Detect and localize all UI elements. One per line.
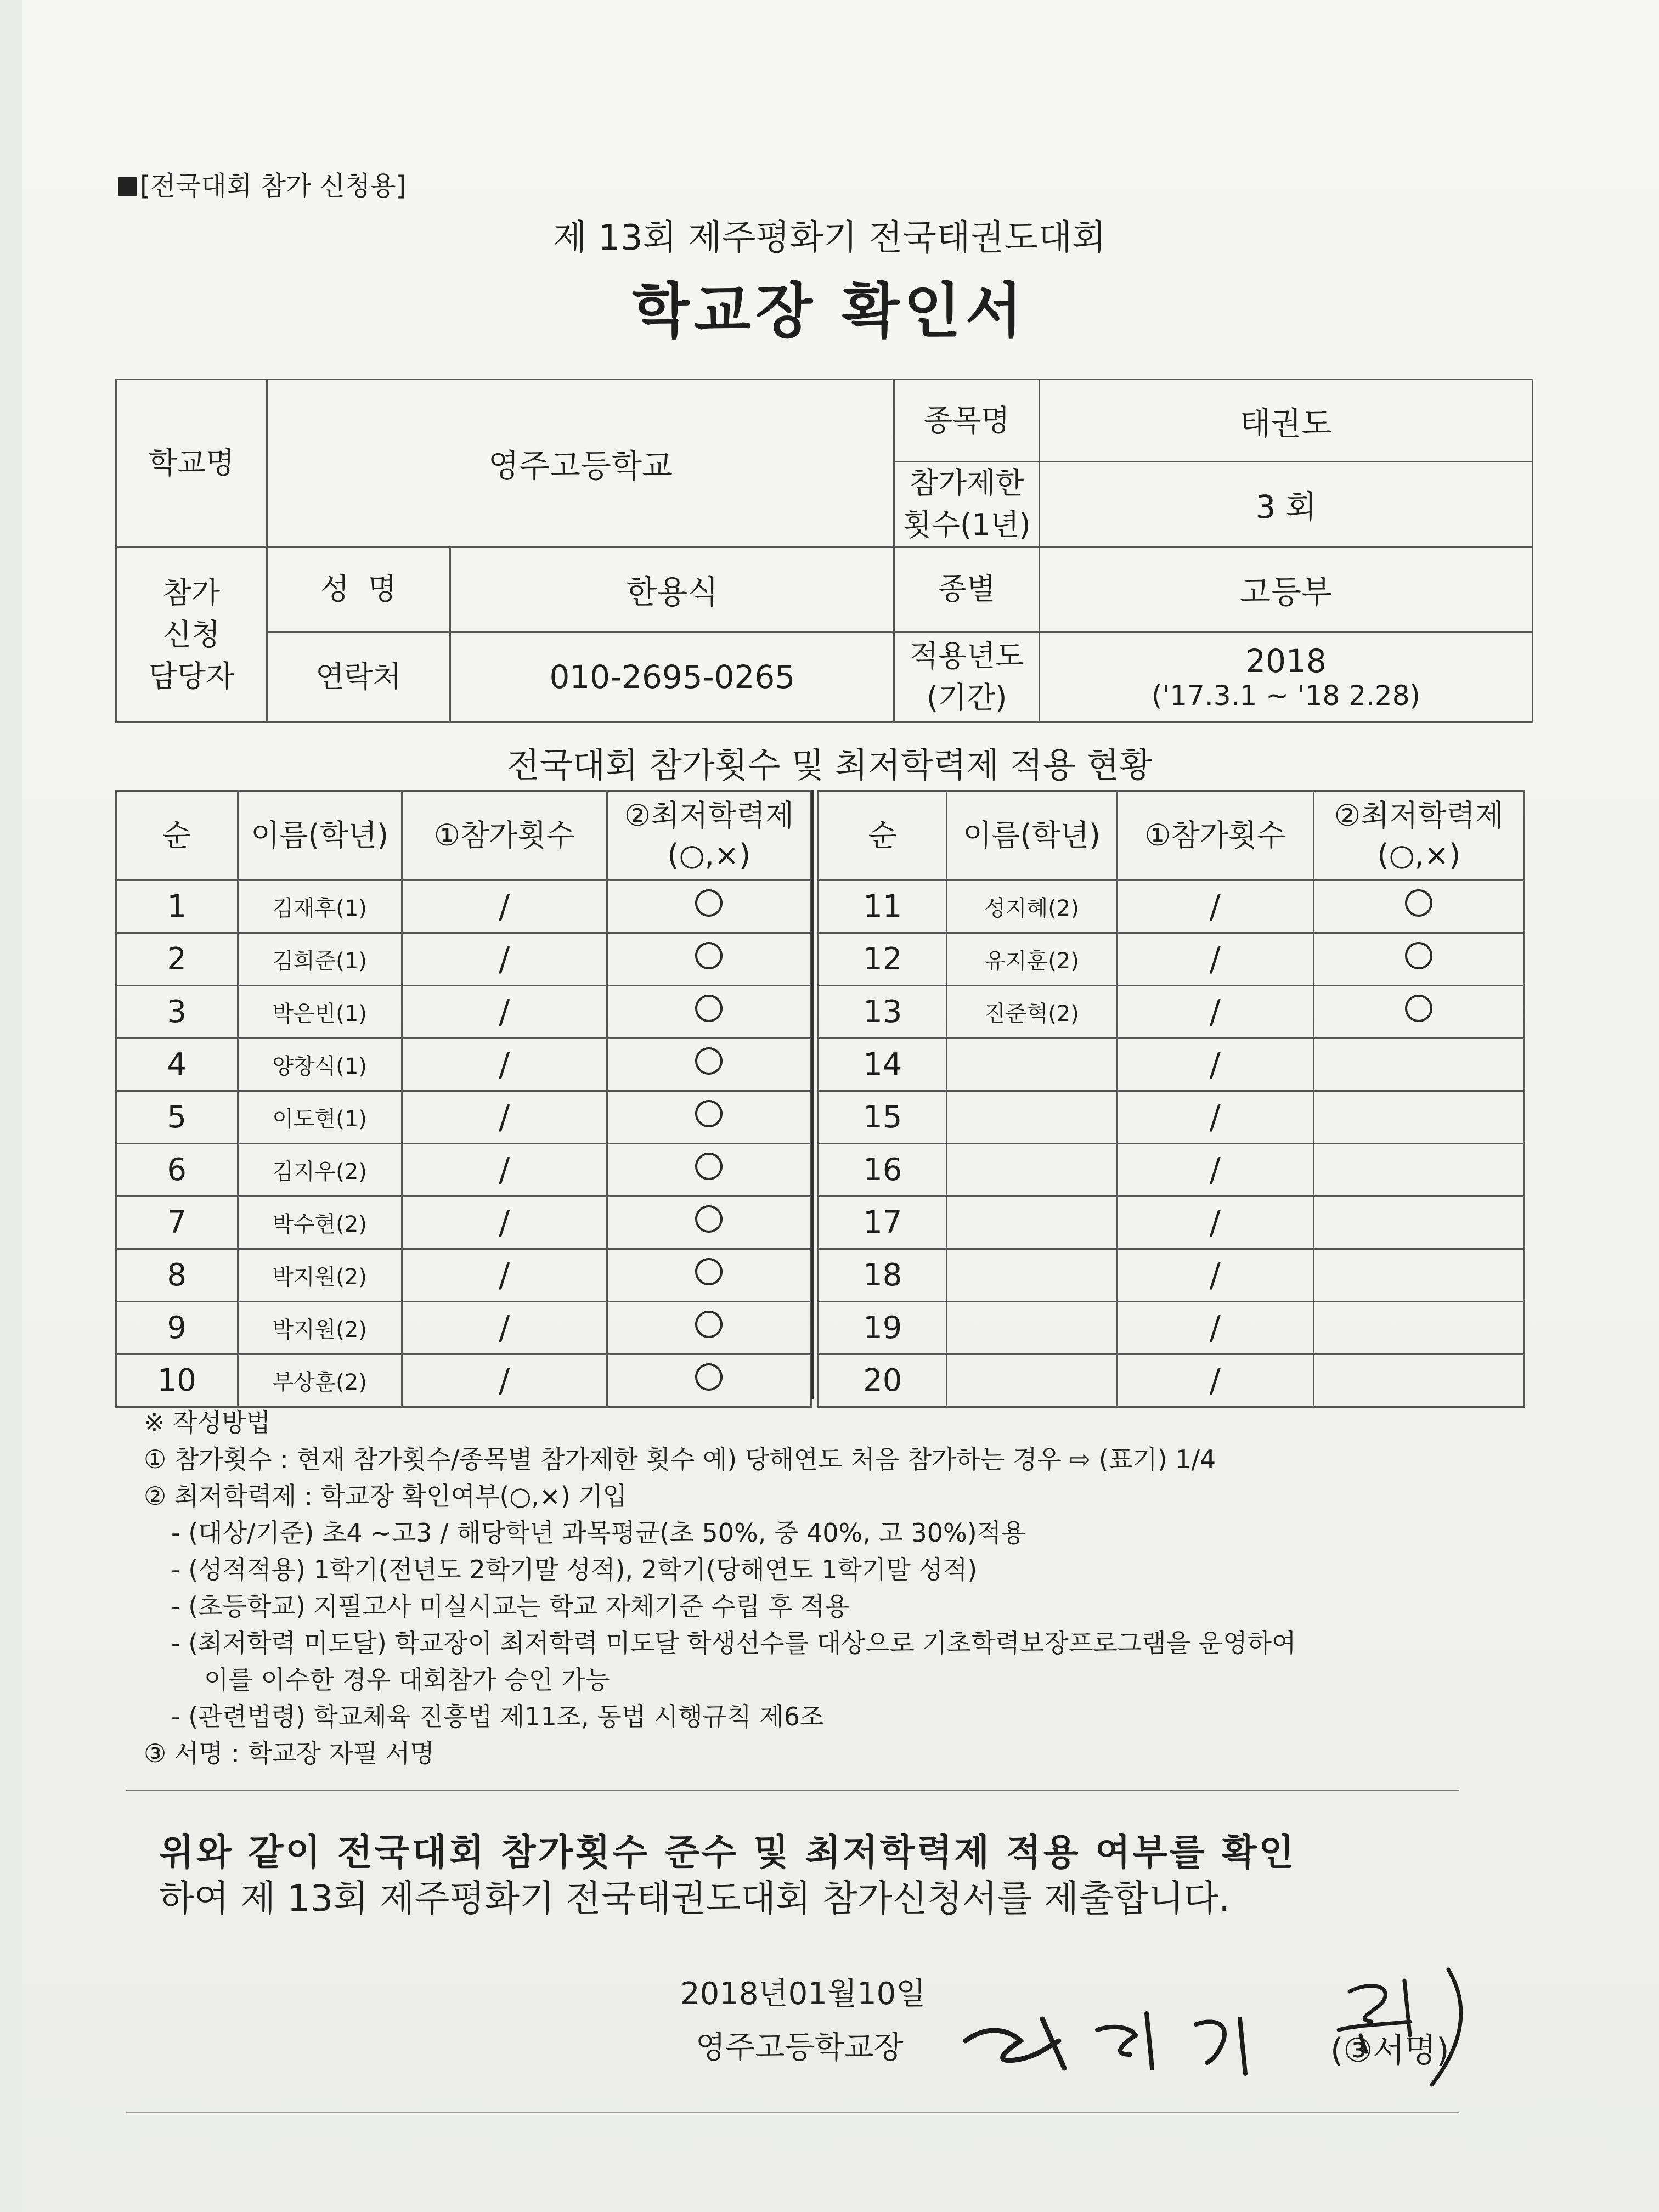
table-row <box>819 1249 1525 1302</box>
student-name: 박지원(2) <box>238 1249 402 1302</box>
table-row <box>819 986 1525 1039</box>
limit-value: 3 회 <box>1040 462 1533 547</box>
school-info-table <box>115 379 1533 723</box>
phone-label: 연락처 <box>267 632 450 723</box>
academic-standard <box>1313 986 1524 1039</box>
academic-standard <box>607 1355 811 1407</box>
contact-group-label-text: 참가 신청 담당자 <box>148 575 235 693</box>
row-number: 11 <box>819 881 947 933</box>
year-label <box>894 632 1040 723</box>
note-2c: - (초등학교) 지필고사 미실시교는 학교 자체기준 수립 후 적용 <box>171 1592 849 1621</box>
participation-count: / <box>402 933 607 986</box>
header-no: 순 <box>116 791 238 881</box>
note-2d: - (최저학력 미도달) 학교장이 최저학력 미도달 학생선수를 대상으로 기초학력보장프로그램을 운영하여 <box>171 1628 1296 1658</box>
table-row <box>116 1302 811 1355</box>
row-number: 9 <box>116 1302 238 1355</box>
table-row <box>116 1197 811 1249</box>
academic-standard <box>1313 1144 1524 1197</box>
participation-count: / <box>402 1302 607 1355</box>
circle-mark-icon <box>695 995 723 1022</box>
circle-mark-icon <box>695 1258 723 1285</box>
participation-count: / <box>402 1091 607 1144</box>
table-row <box>116 933 811 986</box>
table-row <box>819 1091 1525 1144</box>
declaration <box>159 1830 1296 1922</box>
row-number: 15 <box>819 1091 947 1144</box>
square-bullet-icon <box>118 177 137 196</box>
student-name <box>947 1197 1116 1249</box>
phone-value: 010-2695-0265 <box>450 632 894 723</box>
submission-date: 2018년01월10일 <box>680 1976 926 2012</box>
student-name <box>947 1302 1116 1355</box>
year-label-text: 적용년도 (기간) <box>909 639 1024 715</box>
school-label: 학교명 <box>116 380 267 547</box>
academic-standard <box>607 881 811 933</box>
row-number: 19 <box>819 1302 947 1355</box>
student-name: 김재후(1) <box>238 881 402 933</box>
student-name: 이도현(1) <box>238 1091 402 1144</box>
student-name <box>947 1144 1116 1197</box>
participation-count: / <box>402 1144 607 1197</box>
division-value: 고등부 <box>1040 547 1533 632</box>
student-name: 양창식(1) <box>238 1039 402 1091</box>
participation-count: / <box>402 1355 607 1407</box>
circle-mark-icon <box>1405 995 1432 1022</box>
table-row <box>819 1144 1525 1197</box>
circle-mark-icon <box>1405 889 1432 917</box>
table-row <box>116 881 811 933</box>
table-divider <box>811 790 814 1399</box>
instructions <box>144 1404 1296 1772</box>
table-row <box>819 1039 1525 1091</box>
row-number: 6 <box>116 1144 238 1197</box>
circle-mark-icon <box>695 1311 723 1338</box>
academic-standard <box>1313 1355 1524 1407</box>
table-row <box>116 1039 811 1091</box>
participation-count: / <box>1116 1091 1313 1144</box>
row-number: 10 <box>116 1355 238 1407</box>
competition-subtitle: 제 13회 제주평화기 전국태권도대회 <box>552 218 1106 258</box>
header-academic: ②최저학력제 (○,×) <box>1313 791 1524 881</box>
declaration-line-2: 하여 제 13회 제주평화기 전국태권도대회 참가신청서를 제출합니다. <box>159 1877 1231 1920</box>
table-row <box>116 1355 811 1407</box>
academic-standard <box>1313 1091 1524 1144</box>
circle-mark-icon <box>695 1100 723 1127</box>
period-value: ('17.3.1 ~ '18 2.28) <box>1151 680 1421 712</box>
participation-count: / <box>402 1249 607 1302</box>
table-row <box>116 1091 811 1144</box>
academic-standard <box>607 933 811 986</box>
academic-standard <box>1313 933 1524 986</box>
circle-mark-icon <box>695 1363 723 1391</box>
participation-count: / <box>1116 1197 1313 1249</box>
circle-mark-icon <box>695 1047 723 1075</box>
student-table-right <box>817 790 1525 1408</box>
header-count: ①참가횟수 <box>402 791 607 881</box>
participation-count: / <box>1116 881 1313 933</box>
table-row <box>116 986 811 1039</box>
student-name <box>947 1091 1116 1144</box>
note-2e: - (관련법령) 학교체육 진흥법 제11조, 동법 시행규칙 제6조 <box>171 1702 825 1731</box>
academic-standard <box>607 1039 811 1091</box>
row-number: 16 <box>819 1144 947 1197</box>
participation-count: / <box>1116 1144 1313 1197</box>
participation-count: / <box>402 1197 607 1249</box>
table-row <box>819 1355 1525 1407</box>
table-row <box>116 1249 811 1302</box>
academic-standard <box>607 1144 811 1197</box>
student-name: 박은빈(1) <box>238 986 402 1039</box>
limit-label-text: 참가제한 횟수(1년) <box>902 466 1031 542</box>
student-table-left <box>115 790 812 1408</box>
note-2a: - (대상/기준) 초4 ~고3 / 해당학년 과목평균(초 50%, 중 40%, 고 30%)적용 <box>171 1518 1026 1548</box>
academic-standard <box>607 1091 811 1144</box>
header-count: ①참가횟수 <box>1116 791 1313 881</box>
academic-standard <box>1313 1249 1524 1302</box>
row-number: 7 <box>116 1197 238 1249</box>
student-name: 성지혜(2) <box>947 881 1116 933</box>
academic-standard <box>607 986 811 1039</box>
year-cell <box>1040 632 1533 723</box>
participation-count: / <box>1116 1355 1313 1407</box>
row-number: 20 <box>819 1355 947 1407</box>
application-tag-text: [전국대회 참가 신청용] <box>140 171 407 201</box>
student-name: 김희준(1) <box>238 933 402 986</box>
participation-count: / <box>1116 1039 1313 1091</box>
table-row <box>819 1197 1525 1249</box>
academic-standard <box>607 1249 811 1302</box>
contact-group-label <box>116 547 267 723</box>
participation-count: / <box>402 1039 607 1091</box>
divider-line <box>126 1790 1459 1791</box>
limit-label <box>894 462 1040 547</box>
academic-standard <box>607 1302 811 1355</box>
circle-mark-icon <box>695 889 723 917</box>
student-name: 김지우(2) <box>238 1144 402 1197</box>
participation-count: / <box>1116 1249 1313 1302</box>
student-name <box>947 1249 1116 1302</box>
row-number: 17 <box>819 1197 947 1249</box>
circle-mark-icon <box>695 1153 723 1180</box>
event-value: 태권도 <box>1040 380 1533 462</box>
table-row <box>819 881 1525 933</box>
note-1: ① 참가횟수 : 현재 참가횟수/종목별 참가제한 횟수 예) 당해연도 처음 참가하는 경우 ⇨ (표기) 1/4 <box>144 1444 1216 1474</box>
academic-standard <box>607 1197 811 1249</box>
participation-count: / <box>1116 1302 1313 1355</box>
section-heading: 전국대회 참가횟수 및 최저학력제 적용 현황 <box>506 745 1153 785</box>
academic-standard <box>1313 881 1524 933</box>
year-value: 2018 <box>1245 642 1327 680</box>
school-name: 영주고등학교 <box>267 380 894 547</box>
note-2: ② 최저학력제 : 학교장 확인여부(○,×) 기입 <box>144 1481 628 1511</box>
participation-count: / <box>402 986 607 1039</box>
student-name: 유지훈(2) <box>947 933 1116 986</box>
student-name <box>947 1039 1116 1091</box>
table-header-row <box>116 791 811 881</box>
table-row <box>819 933 1525 986</box>
table-row <box>116 1144 811 1197</box>
participation-count: / <box>1116 933 1313 986</box>
bottom-line <box>126 2112 1459 2113</box>
header-name: 이름(학년) <box>238 791 402 881</box>
header-no: 순 <box>819 791 947 881</box>
table-row <box>819 1302 1525 1355</box>
division-label: 종별 <box>894 547 1040 632</box>
notes-heading: ※ 작성방법 <box>144 1408 270 1437</box>
row-number: 13 <box>819 986 947 1039</box>
circle-mark-icon <box>695 942 723 969</box>
row-number: 2 <box>116 933 238 986</box>
student-name: 부상훈(2) <box>238 1355 402 1407</box>
principal-title: 영주고등학교장 <box>696 2030 904 2066</box>
table-header-row <box>819 791 1525 881</box>
student-name: 박수현(2) <box>238 1197 402 1249</box>
student-name <box>947 1355 1116 1407</box>
note-3: ③ 서명 : 학교장 자필 서명 <box>144 1739 435 1768</box>
academic-standard <box>1313 1039 1524 1091</box>
header-academic: ②최저학력제 (○,×) <box>607 791 811 881</box>
event-label: 종목명 <box>894 380 1040 462</box>
signature-mark: (③서명) <box>1330 2032 1449 2070</box>
declaration-line-1: 위와 같이 전국대회 참가횟수 준수 및 최저학력제 적용 여부를 확인 <box>159 1831 1296 1874</box>
row-number: 14 <box>819 1039 947 1091</box>
name-label: 성 명 <box>267 547 450 632</box>
row-number: 18 <box>819 1249 947 1302</box>
student-name: 진준혁(2) <box>947 986 1116 1039</box>
participation-count: / <box>1116 986 1313 1039</box>
circle-mark-icon <box>695 1205 723 1233</box>
application-tag <box>118 165 406 202</box>
circle-mark-icon <box>1405 942 1432 969</box>
note-2b: - (성적적용) 1학기(전년도 2학기말 성적), 2학기(당해연도 1학기말 성적) <box>171 1555 978 1584</box>
row-number: 5 <box>116 1091 238 1144</box>
row-number: 1 <box>116 881 238 933</box>
row-number: 3 <box>116 986 238 1039</box>
contact-name: 한용식 <box>450 547 894 632</box>
document-title: 학교장 확인서 <box>632 277 1027 346</box>
student-name: 박지원(2) <box>238 1302 402 1355</box>
academic-standard <box>1313 1197 1524 1249</box>
header-name: 이름(학년) <box>947 791 1116 881</box>
academic-standard <box>1313 1302 1524 1355</box>
row-number: 8 <box>116 1249 238 1302</box>
row-number: 12 <box>819 933 947 986</box>
note-2d-cont: 이를 이수한 경우 대회참가 승인 가능 <box>204 1665 610 1695</box>
participation-count: / <box>402 881 607 933</box>
row-number: 4 <box>116 1039 238 1091</box>
